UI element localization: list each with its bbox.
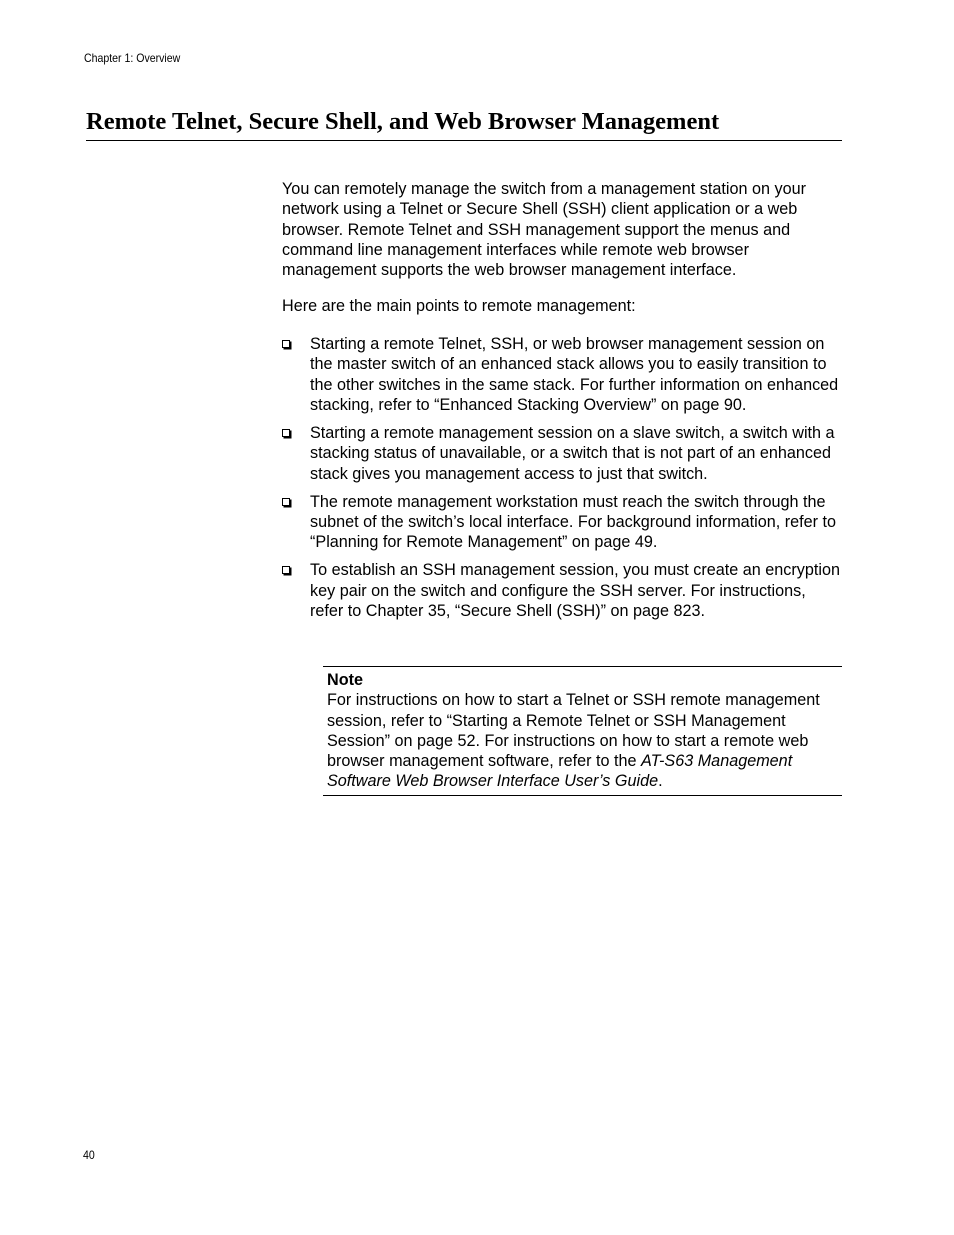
list-item — [282, 423, 842, 484]
note-box — [323, 666, 842, 796]
checkbox-bullet-icon — [282, 566, 290, 574]
list-item-text: Starting a remote Telnet, SSH, or web browser management session on the master switch of an enhanced stack allows you to easily transition to the other switches in the same stack. For further information on enhanced stacking, refer to “Enhanced Stacking Overview” on page 90. — [310, 335, 839, 414]
note-text — [327, 690, 842, 791]
list-item — [282, 560, 842, 621]
remote-management-points-list — [282, 334, 842, 629]
list-item — [282, 334, 842, 415]
page-number: 40 — [83, 1148, 95, 1162]
points-lead-paragraph: Here are the main points to remote management: — [282, 297, 636, 315]
list-item — [282, 492, 842, 553]
note-heading: Note — [327, 671, 363, 689]
note-text-end: . — [658, 772, 663, 791]
title-rule — [86, 140, 842, 141]
checkbox-bullet-icon — [282, 429, 290, 437]
running-header: Chapter 1: Overview — [84, 51, 181, 65]
note-text-lead: For instructions on how to start a Telnet or SSH remote management session, refer to “Starting a Remote Telnet or SSH Management Session” on page 52. For instructions on how to start a remote web browser management software, refer to the — [327, 691, 820, 771]
list-item-text: Starting a remote management session on a slave switch, a switch with a stacking status of unavailable, or a switch that is not part of an enhanced stack gives you management access to just that switch. — [310, 423, 835, 483]
list-item-text: To establish an SSH management session, you must create an encryption key pair on the switch and configure the SSH server. For instructions, refer to Chapter 35, “Secure Shell (SSH)” on page 823. — [310, 561, 840, 620]
checkbox-bullet-icon — [282, 498, 290, 506]
intro-paragraph: You can remotely manage the switch from a management station on your network using a Telnet or Secure Shell (SSH) client application or a web browser. Remote Telnet and SSH management support the menus and command line management interfaces while remote web browser management supports the web browser management interface. — [282, 180, 806, 280]
section-title: Remote Telnet, Secure Shell, and Web Browser Management — [86, 108, 720, 135]
checkbox-bullet-icon — [282, 340, 290, 348]
guide-title: AT-S63 Management Software Web Browser Interface User’s Guide — [327, 752, 793, 791]
list-item-text: The remote management workstation must reach the switch through the subnet of the switch’s local interface. For background information, refer to “Planning for Remote Management” on page 49. — [310, 492, 837, 552]
